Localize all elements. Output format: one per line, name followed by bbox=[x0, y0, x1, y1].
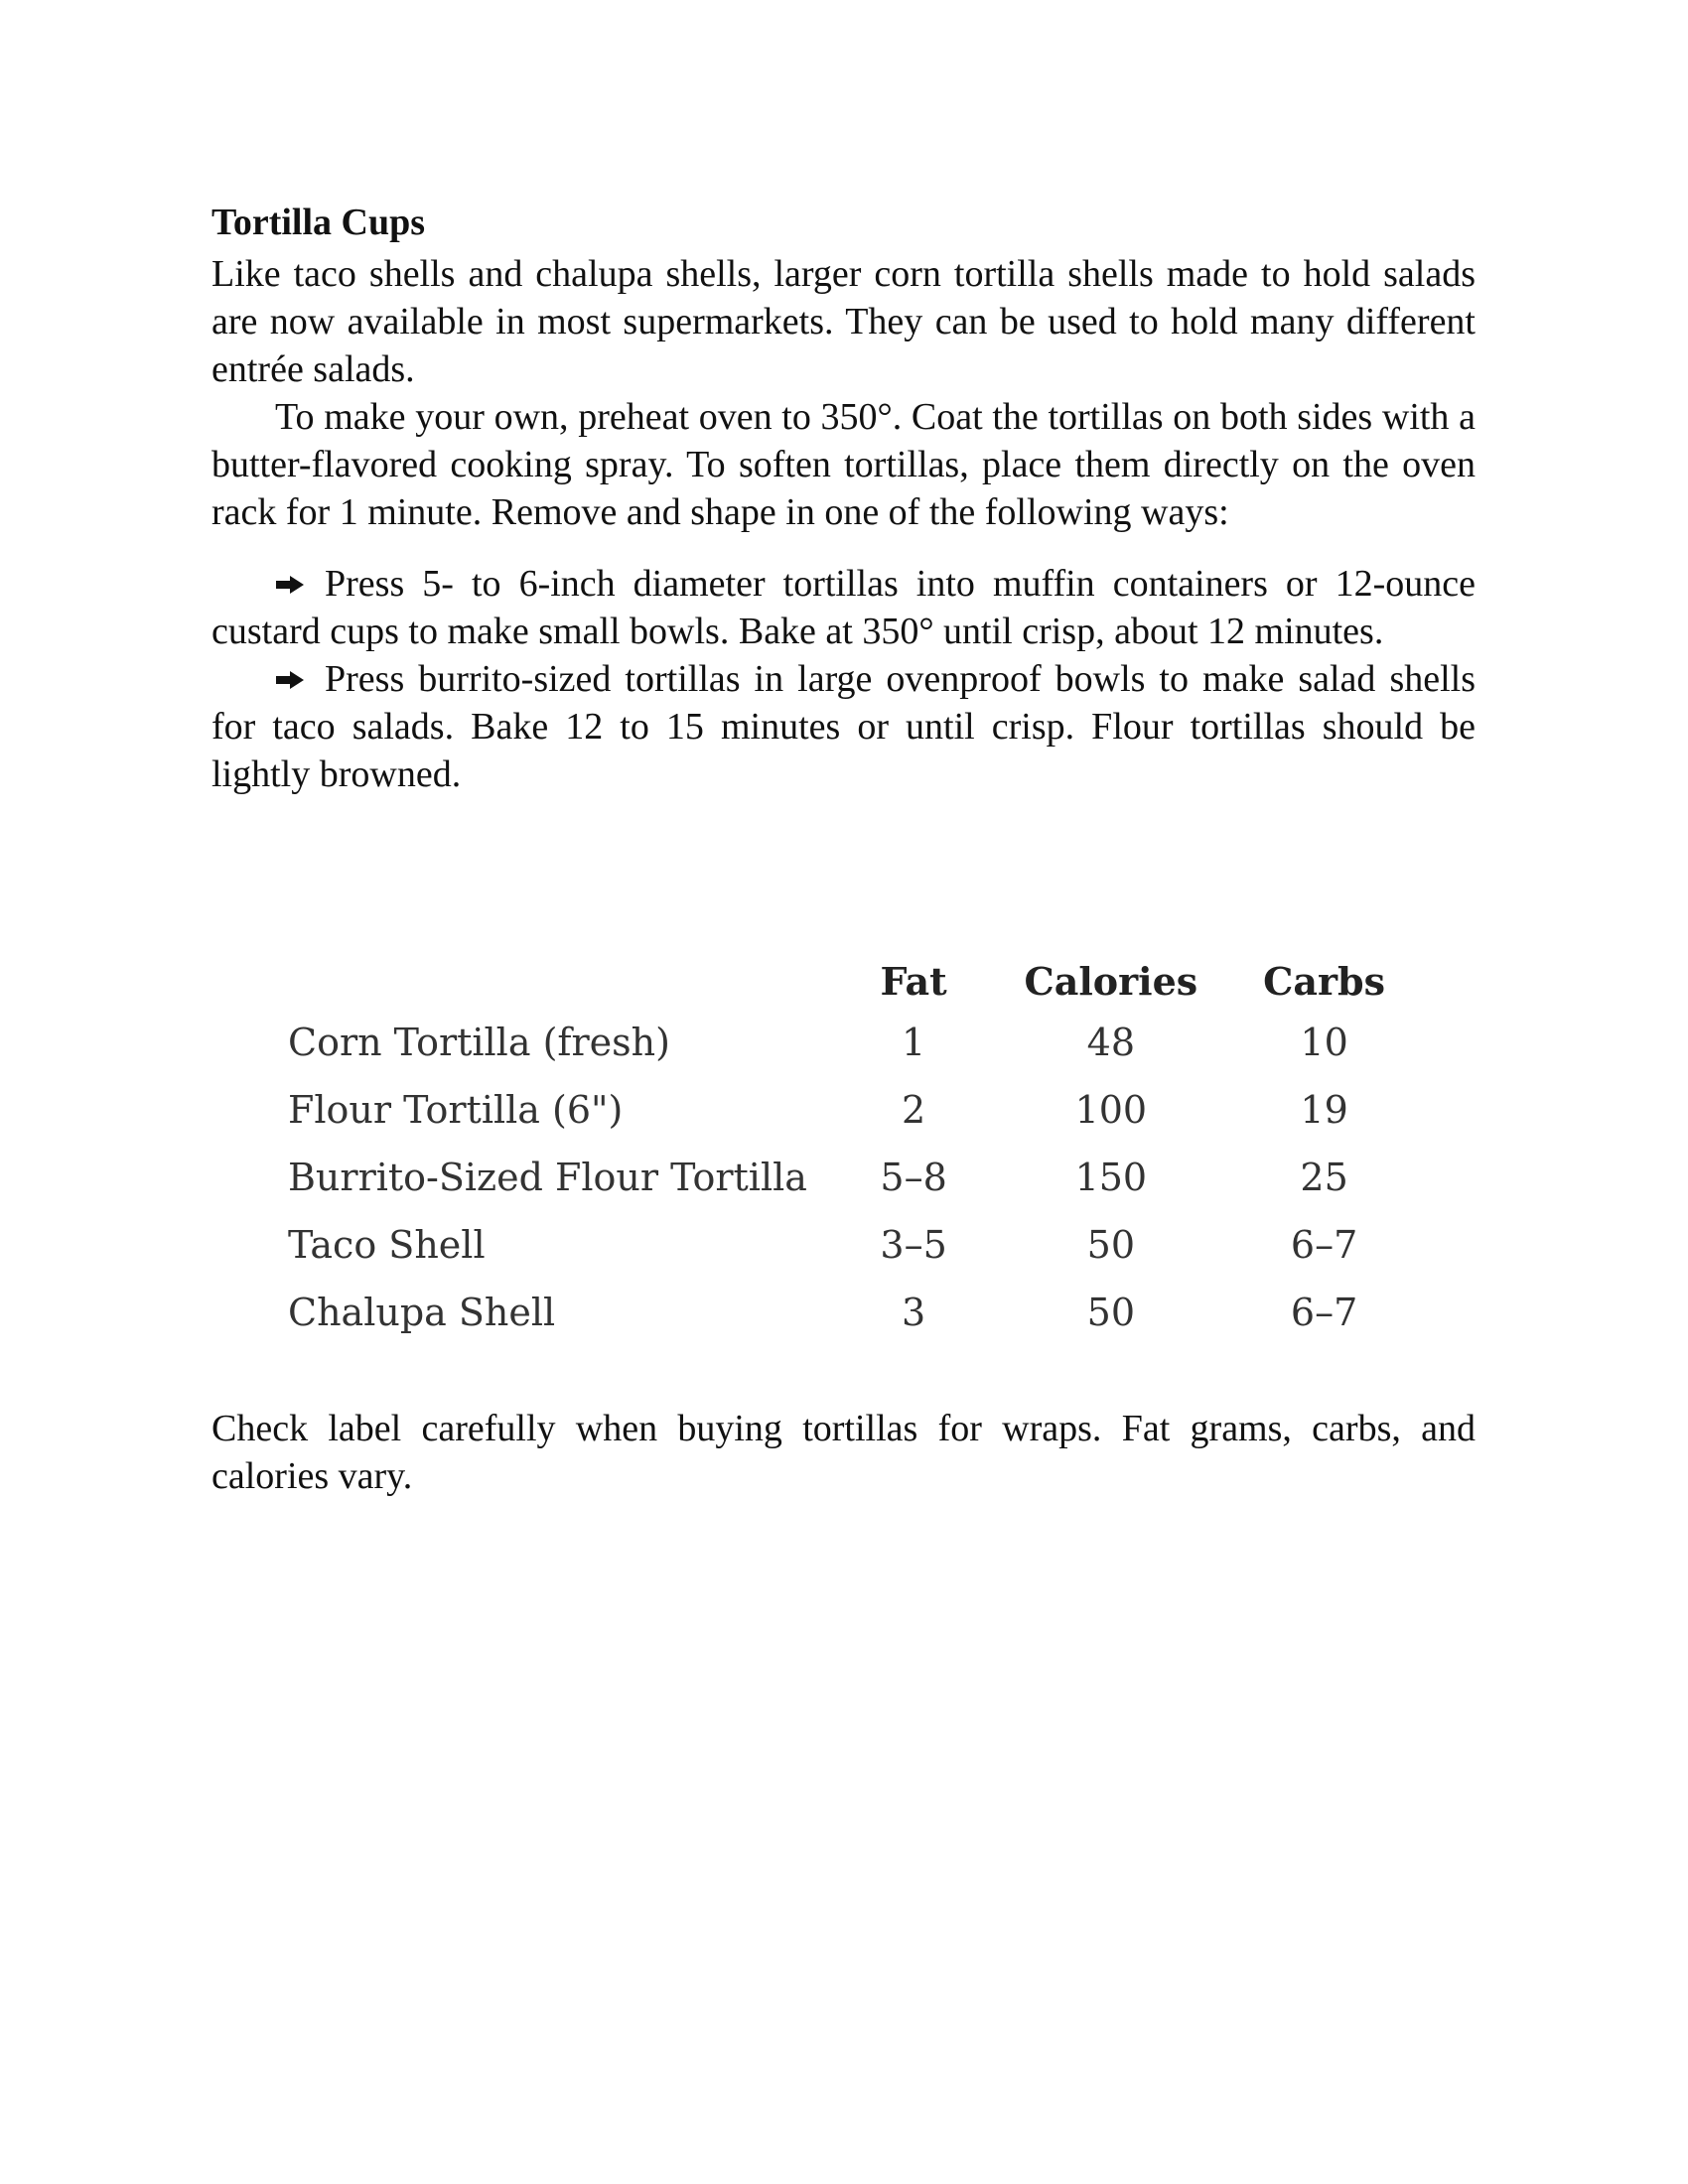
right-arrow-icon bbox=[275, 671, 305, 689]
row-name: Taco Shell bbox=[288, 1223, 486, 1267]
table-row bbox=[288, 1076, 1430, 1144]
nutrition-table-container bbox=[288, 953, 1430, 1346]
row-carbs: 19 bbox=[1300, 1088, 1348, 1132]
table-row bbox=[288, 1211, 1430, 1279]
row-calories: 50 bbox=[1086, 1223, 1136, 1267]
row-calories: 100 bbox=[1074, 1088, 1148, 1132]
intro-paragraph: Like taco shells and chalupa shells, larger corn tortilla shells made to hold salads are now available in most supermarkets. They can be used to hold many different entrée salads. bbox=[211, 253, 1476, 390]
table-row bbox=[288, 1009, 1430, 1076]
footer-note: Check label carefully when buying tortillas for wraps. Fat grams, carbs, and calories vary. bbox=[211, 1408, 1476, 1497]
section-title: Tortilla Cups bbox=[211, 202, 426, 243]
row-carbs: 6–7 bbox=[1290, 1223, 1358, 1267]
row-name: Burrito-Sized Flour Tortilla bbox=[288, 1156, 807, 1199]
row-fat: 5–8 bbox=[880, 1156, 947, 1199]
row-name: Flour Tortilla (6") bbox=[288, 1088, 624, 1132]
header-carbs: Carbs bbox=[1263, 958, 1386, 1004]
bullet-item-2 bbox=[211, 655, 1476, 798]
nutrition-table bbox=[288, 953, 1430, 1346]
table-header-row bbox=[288, 953, 1430, 1009]
row-carbs: 10 bbox=[1300, 1021, 1348, 1064]
row-fat: 3 bbox=[901, 1291, 926, 1334]
instructions-paragraph: To make your own, preheat oven to 350°. Coat the tortillas on both sides with a butter-flavored cooking spray. To soften tortillas, place them directly on the oven rack for 1 minute. Remove and shape in one of the following ways: bbox=[211, 396, 1476, 533]
recipe-section bbox=[211, 195, 1476, 798]
row-carbs: 25 bbox=[1300, 1156, 1348, 1199]
table-row bbox=[288, 1279, 1430, 1346]
row-name: Chalupa Shell bbox=[288, 1291, 556, 1334]
bullet-item-1 bbox=[211, 560, 1476, 655]
table-row bbox=[288, 1144, 1430, 1211]
row-fat: 3–5 bbox=[880, 1223, 947, 1267]
header-fat: Fat bbox=[880, 958, 947, 1004]
row-calories: 50 bbox=[1086, 1291, 1136, 1334]
row-fat: 1 bbox=[901, 1021, 926, 1064]
row-fat: 2 bbox=[901, 1088, 926, 1132]
bullet-text: Press 5- to 6-inch diameter tortillas into muffin containers or 12-ounce custard cups to make small bowls. Bake at 350° until crisp, about 12 minutes. bbox=[211, 563, 1476, 652]
bullet-text: Press burrito-sized tortillas in large ovenproof bowls to make salad shells for taco salads. Bake 12 to 15 minutes or until crisp. Flour tortillas should be lightly browned. bbox=[211, 658, 1476, 795]
right-arrow-icon bbox=[275, 576, 305, 594]
header-item bbox=[288, 953, 824, 1009]
row-calories: 48 bbox=[1086, 1021, 1136, 1064]
spacer bbox=[211, 536, 1476, 560]
row-calories: 150 bbox=[1074, 1156, 1148, 1199]
row-carbs: 6–7 bbox=[1290, 1291, 1358, 1334]
header-calories: Calories bbox=[1024, 958, 1198, 1004]
row-name: Corn Tortilla (fresh) bbox=[288, 1021, 670, 1064]
